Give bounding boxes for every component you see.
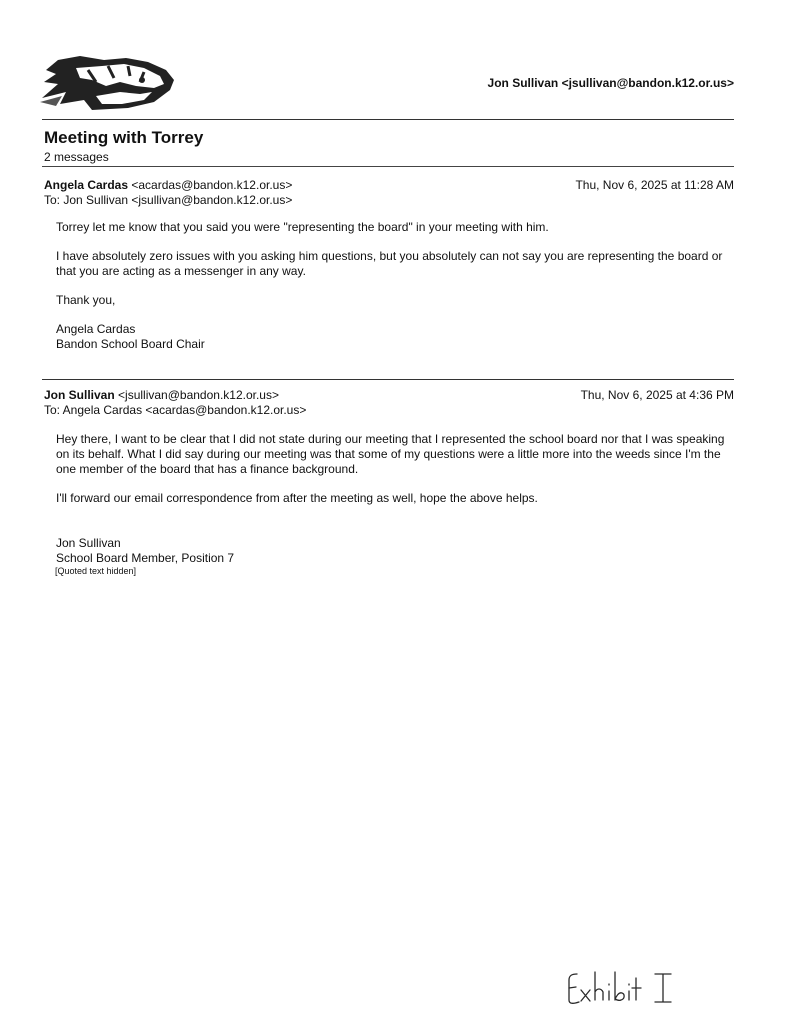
- message-date: Thu, Nov 6, 2025 at 11:28 AM: [575, 178, 734, 192]
- signature-name: Jon Sullivan: [56, 536, 121, 550]
- header-divider: [42, 119, 734, 120]
- handwritten-exhibit-label: [563, 966, 681, 1010]
- signature-title: School Board Member, Position 7: [56, 551, 235, 565]
- message-body: [56, 432, 726, 566]
- message-header: [44, 388, 734, 417]
- sender-email: <acardas@bandon.k12.or.us>: [131, 178, 293, 192]
- message-divider: [42, 379, 734, 380]
- thread-divider: [42, 166, 734, 167]
- body-paragraph: I'll forward our email correspondence from after the meeting as well, hope the above helps.: [56, 491, 538, 505]
- body-paragraph: I have absolutely zero issues with you asking him questions, but you absolutely can not say you are representing the board or that you are acting as a messenger in any way.: [56, 249, 723, 278]
- account-header: Jon Sullivan <jsullivan@bandon.k12.or.us>: [487, 76, 734, 90]
- signature-title: Bandon School Board Chair: [56, 337, 205, 351]
- body-paragraph: Hey there, I want to be clear that I did not state during our meeting that I represented the school board nor that I was speaking on its behalf. What I did say during our meeting was that some of my questions were a little more into the weeds since I'm the one member of the board that has a finance background.: [56, 432, 725, 476]
- thread-subject: Meeting with Torrey: [44, 128, 204, 147]
- body-paragraph: Thank you,: [56, 293, 116, 307]
- message-header: [44, 178, 734, 207]
- sender-name: Angela Cardas: [44, 178, 129, 192]
- body-paragraph: Torrey let me know that you said you were "representing the board" in your meeting with him.: [56, 220, 549, 234]
- message-date: Thu, Nov 6, 2025 at 4:36 PM: [580, 388, 734, 402]
- message-count: 2 messages: [44, 150, 109, 164]
- sender-email: <jsullivan@bandon.k12.or.us>: [118, 388, 279, 402]
- recipient: To: Angela Cardas <acardas@bandon.k12.or.us>: [44, 403, 307, 417]
- quoted-text-toggle[interactable]: [Quoted text hidden]: [55, 566, 137, 576]
- recipient: To: Jon Sullivan <jsullivan@bandon.k12.or.us>: [44, 193, 293, 207]
- message-body: [56, 220, 726, 352]
- sender-name: Jon Sullivan: [44, 388, 115, 402]
- tiger-head-icon: [36, 52, 176, 114]
- signature-name: Angela Cardas: [56, 322, 136, 336]
